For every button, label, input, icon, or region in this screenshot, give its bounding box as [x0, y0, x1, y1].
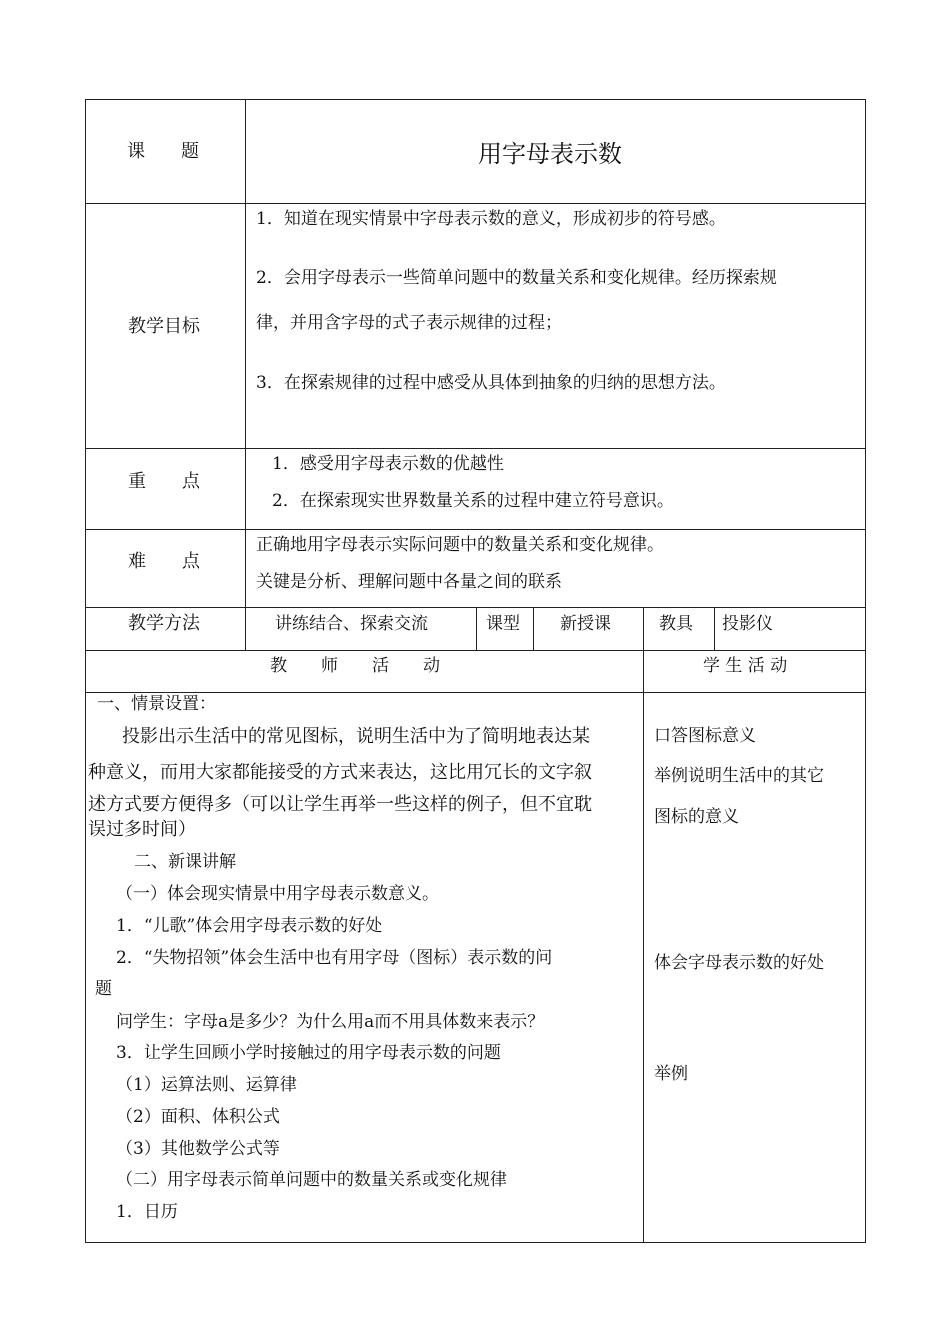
tools-label: 教具 [659, 614, 693, 634]
teacher-line: 题 [95, 979, 112, 999]
teacher-line: 1．日历 [116, 1202, 178, 1222]
student-activity-header: 学 生 活 动 [703, 656, 788, 676]
key-point-item: 2．在探索现实世界数量关系的过程中建立符号意识。 [272, 491, 674, 511]
teacher-activity-header: 教 师 活 动 [270, 656, 440, 676]
teacher-line: 2．“失物招领”体会生活中也有用字母（图标）表示数的问 [116, 948, 553, 968]
lesson-type-label: 课型 [486, 614, 520, 634]
objective-item: 律，并用含字母的式子表示规律的过程； [256, 313, 562, 333]
objectives-label: 教学目标 [128, 316, 200, 337]
student-line: 图标的意义 [654, 807, 739, 827]
topic-label: 课 题 [127, 141, 199, 162]
method-value: 讲练结合、探索交流 [275, 614, 428, 634]
teacher-line: 3．让学生回顾小学时接触过的用字母表示数的问题 [116, 1043, 501, 1063]
teacher-line: 种意义，而用大家都能接受的方式来表达，这比用冗长的文字叙 [88, 762, 592, 783]
row-divider [85, 692, 866, 693]
teacher-line: （一）体会现实情景中用字母表示数意义。 [116, 884, 439, 904]
row-divider [85, 529, 866, 530]
difficulty-item: 关键是分析、理解问题中各量之间的联系 [256, 572, 562, 592]
objective-item: 1．知道在现实情景中字母表示数的意义，形成初步的符号感。 [256, 209, 726, 229]
teacher-line: （二）用字母表示简单问题中的数量关系或变化规律 [116, 1170, 507, 1190]
teacher-line: 二、新课讲解 [134, 852, 236, 872]
col-divider [245, 99, 246, 650]
teacher-line: 述方式要方便得多（可以让学生再举一些这样的例子，但不宜耽 [88, 794, 592, 815]
difficulty-item: 正确地用字母表示实际问题中的数量关系和变化规律。 [256, 535, 664, 555]
teacher-line: 问学生：字母a是多少？为什么用a而不用具体数来表示？ [116, 1012, 545, 1032]
teacher-line: 投影出示生活中的常见图标，说明生活中为了简明地表达某 [122, 726, 590, 747]
teacher-line: 误过多时间） [88, 819, 196, 840]
key-points-label: 重 点 [128, 471, 200, 492]
student-line: 体会字母表示数的好处 [654, 953, 824, 973]
objective-item: 3．在探索规律的过程中感受从具体到抽象的归纳的思想方法。 [256, 373, 726, 393]
row-divider [85, 203, 866, 204]
teacher-line: 一、情景设置： [97, 694, 216, 714]
col-divider [476, 607, 477, 650]
lesson-type-value: 新授课 [560, 614, 611, 634]
row-divider [85, 650, 866, 651]
row-divider [85, 448, 866, 449]
teacher-line: （2）面积、体积公式 [116, 1107, 280, 1127]
student-line: 口答图标意义 [654, 726, 756, 746]
teacher-line: （3）其他数学公式等 [116, 1139, 280, 1159]
col-divider [533, 607, 534, 650]
method-label: 教学方法 [128, 613, 200, 634]
topic-title: 用字母表示数 [478, 140, 622, 168]
key-point-item: 1．感受用字母表示数的优越性 [272, 454, 504, 474]
tools-value: 投影仪 [722, 614, 773, 634]
teacher-line: （1）运算法则、运算律 [116, 1075, 297, 1095]
student-line: 举例说明生活中的其它 [654, 766, 824, 786]
teacher-line: 1．“儿歌”体会用字母表示数的好处 [116, 916, 383, 936]
col-divider [714, 607, 715, 650]
col-divider [643, 607, 644, 1243]
objective-item: 2．会用字母表示一些简单问题中的数量关系和变化规律。经历探索规 [256, 268, 777, 288]
difficulties-label: 难 点 [128, 551, 200, 572]
student-line: 举例 [654, 1064, 688, 1084]
